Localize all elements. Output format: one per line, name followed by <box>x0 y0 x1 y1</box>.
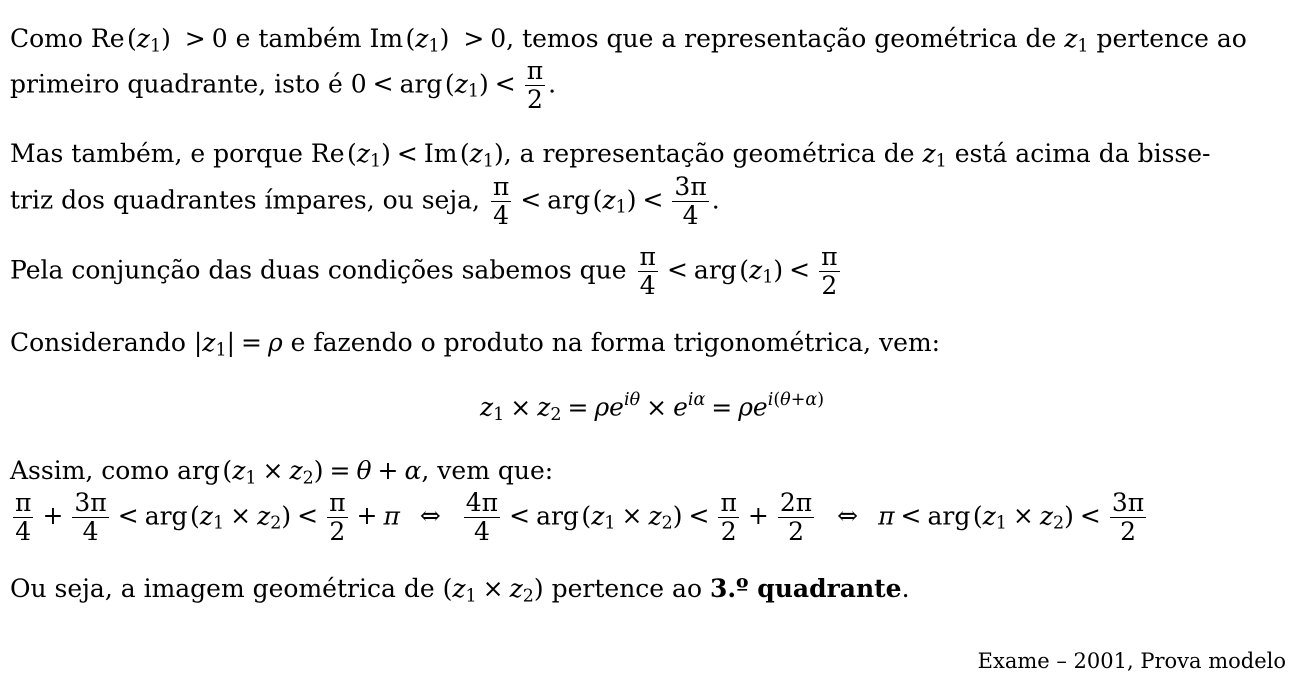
fraction: $\frac{3\pi}{2}$ <box>1111 488 1145 547</box>
text: Assim, como <box>10 456 170 485</box>
display-equation: $z_1 \times z_2 = \rho e^{i\theta} \times e^{i\alpha} = \rho e^{i(\theta+\alpha)}$ <box>479 390 825 425</box>
text: temos que a representação geométrica de <box>522 24 1057 53</box>
fraction: $\frac{\pi}{2}$ <box>526 56 544 115</box>
paragraph-2-line-2: triz dos quadrantes ímpares, ou seja, $\frac{\pi}{4}$ < arg $(z_1)$ < $\frac{3\pi}{4}$ . <box>10 172 720 231</box>
paragraph-1-line-2: primeiro quadrante, isto é 0 < arg $(z_1)$ < $\frac{\pi}{2}$ . <box>10 56 557 115</box>
fraction: $\frac{\pi}{4}$ <box>15 488 32 547</box>
paragraph-4: Considerando $|z_1| = \rho$ e fazendo o produto na forma trigonométrica, vem: <box>10 328 941 361</box>
paragraph-2-line-1: Mas também, e porque Re $(z_1) < Im$ $(z_1)$, a representação geométrica de $z_1$ está acima da bisse- <box>10 139 1211 172</box>
text: Como <box>10 24 83 53</box>
math: $(z_1)$ <box>124 24 171 57</box>
text: pertence ao <box>1096 24 1247 53</box>
paragraph-6: Ou seja, a imagem geométrica de $(z_1 \times z_2)$ pertence ao 3.º quadrante. <box>10 574 910 607</box>
source-reference: Exame – 2001, Prova modelo <box>977 649 1286 673</box>
text: Mas também, e porque <box>10 139 303 168</box>
fraction: $\frac{4\pi}{4}$ <box>465 488 499 547</box>
text: . <box>901 574 910 603</box>
text: está acima da bisse- <box>954 139 1211 168</box>
fraction: $\frac{\pi}{4}$ <box>492 172 510 231</box>
text: e fazendo o produto na forma trigonométrica, vem: <box>290 328 941 357</box>
paragraph-1-line-1: Como Re $(z_1) > 0$ e também Im $(z_1) > 0$, temos que a representação geométrica de $z_1$ pertence ao <box>10 24 1247 57</box>
fraction: $\frac{3\pi}{4}$ <box>674 172 707 231</box>
math: $(z_1)$ <box>403 24 450 57</box>
text: primeiro quadrante, isto é <box>10 69 343 99</box>
fraction: $\frac{3\pi}{4}$ <box>74 488 107 547</box>
text: vem que: <box>437 456 554 485</box>
fraction: $\frac{\pi}{4}$ <box>639 242 656 301</box>
text: Pela conjunção das duas condições sabemos que <box>10 255 627 285</box>
paragraph-5: Assim, como arg $(z_1 \times z_2) = \theta + \alpha$, vem que: <box>10 456 554 489</box>
text: Considerando <box>10 328 186 357</box>
paragraph-3: Pela conjunção das duas condições sabemos que $\frac{\pi}{4}$ < arg $(z_1)$ < $\frac{\pi}{2}$ <box>10 242 838 301</box>
inequality-chain: $\frac{\pi}{4}$ + $\frac{3\pi}{4}$ < arg $(z_1 \times z_2)$ < $\frac{\pi}{2}$ + π ⇔ $\frac{4\pi}{4}$ < arg $(z_1 \times z_2)$ < $\frac{\pi}{2}$ + $\frac{2\pi}{2}$ ⇔ π < arg $(z_1 \times z_2)$ < $\frac{3\pi}{2}$ <box>15 488 1145 547</box>
text: a representação geométrica de <box>519 139 915 168</box>
text: triz dos quadrantes ímpares, ou seja, <box>10 185 480 215</box>
conclusion-bold: 3.º quadrante <box>709 574 902 603</box>
text: pertence ao <box>551 574 702 603</box>
fraction: $\frac{\pi}{2}$ <box>720 488 737 547</box>
text: e também <box>235 24 362 53</box>
fraction: $\frac{2\pi}{2}$ <box>779 488 813 547</box>
fraction: $\frac{\pi}{2}$ <box>821 242 838 301</box>
fraction: $\frac{\pi}{2}$ <box>329 488 346 547</box>
text: Ou seja, a imagem geométrica de <box>10 574 435 603</box>
